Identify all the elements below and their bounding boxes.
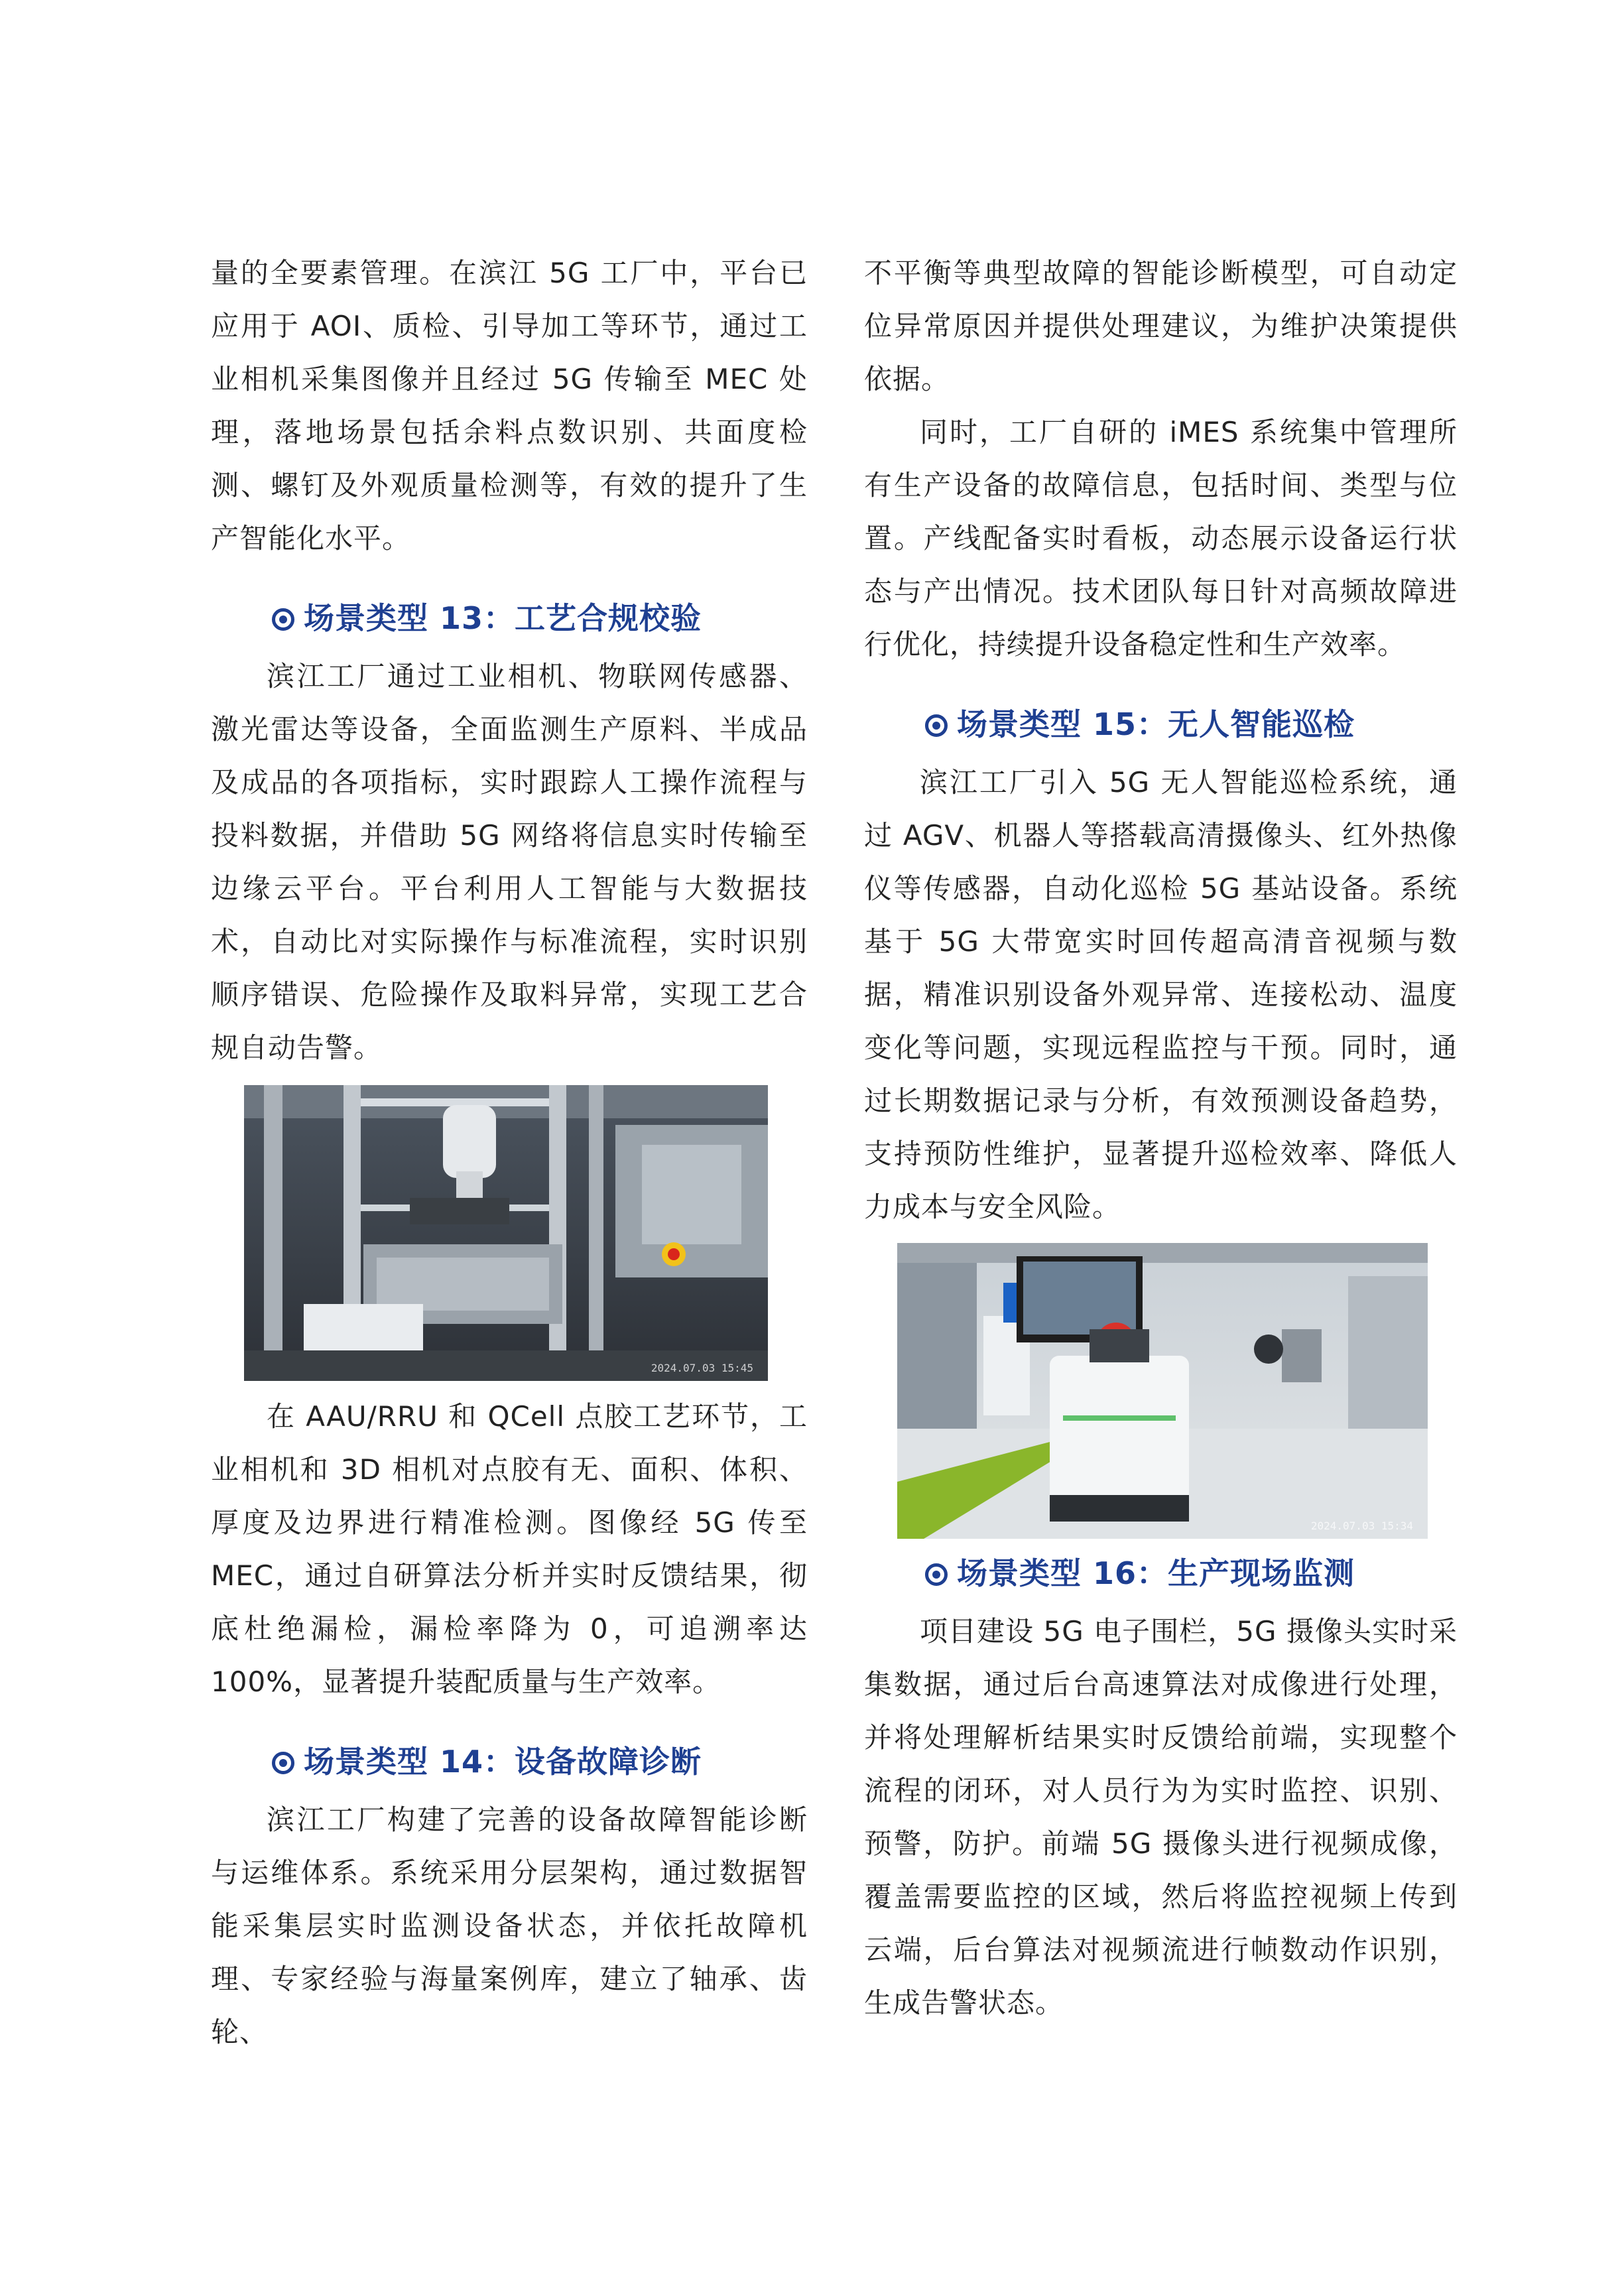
photo-illustration (897, 1243, 1428, 1539)
paragraph: 在 AAU/RRU 和 QCell 点胶工艺环节，工业相机和 3D 相机对点胶有无、面积、体积、厚度及边界进行精准检测。图像经 5G 传至 MEC，通过自研算法分析并实时反馈结果，彻底杜绝漏检，漏检率降为 0，可追溯率达 100%，显著提升装配质量与生产效率。 (211, 1400, 808, 1698)
section-heading-13: 场景类型 13：工艺合规校验 (211, 592, 808, 645)
section-heading-15: 场景类型 15：无人智能巡检 (864, 698, 1458, 751)
section-heading-16: 场景类型 16：生产现场监测 (864, 1547, 1458, 1600)
paragraph: 量的全要素管理。在滨江 5G 工厂中，平台已应用于 AOI、质检、引导加工等环节，通过工业相机采集图像并且经过 5G 传输至 MEC 处理，落地场景包括余料点数识别、共面度检测、螺钉及外观质量检测等，有效的提升了生产智能化水平。 (211, 257, 808, 554)
photo-illustration (244, 1085, 768, 1381)
photo-timestamp: 2024.07.03 15:45 (651, 1362, 753, 1374)
left-column (211, 247, 808, 2059)
photo-timestamp: 2024.07.03 15:34 (1310, 1520, 1413, 1532)
paragraph: 同时，工厂自研的 iMES 系统集中管理所有生产设备的故障信息，包括时间、类型与位置。产线配备实时看板，动态展示设备运行状态与产出情况。技术团队每日针对高频故障进行优化，持续提升设备稳定性和生产效率。 (864, 416, 1458, 661)
paragraph: 滨江工厂构建了完善的设备故障智能诊断与运维体系。系统采用分层架构，通过数据智能采集层实时监测设备状态，并依托故障机理、专家经验与海量案例库，建立了轴承、齿轮、 (211, 1803, 808, 2048)
target-bullet-icon (272, 608, 294, 631)
paragraph: 项目建设 5G 电子围栏，5G 摄像头实时采集数据，通过后台高速算法对成像进行处理，并将处理解析结果实时反馈给前端，实现整个流程的闭环，对人员行为为实时监控、识别、预警，防护。前端 5G 摄像头进行视频成像，覆盖需要监控的区域，然后将监控视频上传到云端，后台算法对视频流进行帧数动作识别，生成告警状态。 (864, 1615, 1458, 2019)
section-heading-14: 场景类型 14：设备故障诊断 (211, 1735, 808, 1788)
inspection-robot-photo (897, 1243, 1428, 1539)
right-column (864, 247, 1458, 2030)
factory-robot-arm-photo (244, 1085, 768, 1381)
target-bullet-icon (925, 714, 948, 737)
target-bullet-icon (272, 1752, 294, 1774)
paragraph: 滨江工厂引入 5G 无人智能巡检系统，通过 AGV、机器人等搭载高清摄像头、红外热像仪等传感器，自动化巡检 5G 基站设备。系统基于 5G 大带宽实时回传超高清音视频与数据，精准识别设备外观异常、连接松动、温度变化等问题，实现远程监控与干预。同时，通过长期数据记录与分析，有效预测设备趋势，支持预防性维护，显著提升巡检效率、降低人力成本与安全风险。 (864, 766, 1458, 1223)
paragraph: 滨江工厂通过工业相机、物联网传感器、激光雷达等设备，全面监测生产原料、半成品及成品的各项指标，实时跟踪人工操作流程与投料数据，并借助 5G 网络将信息实时传输至边缘云平台。平台利用人工智能与大数据技术，自动比对实际操作与标准流程，实时识别顺序错误、危险操作及取料异常，实现工艺合规自动告警。 (211, 660, 808, 1064)
paragraph: 不平衡等典型故障的智能诊断模型，可自动定位异常原因并提供处理建议，为维护决策提供依据。 (864, 257, 1458, 395)
target-bullet-icon (925, 1563, 948, 1586)
